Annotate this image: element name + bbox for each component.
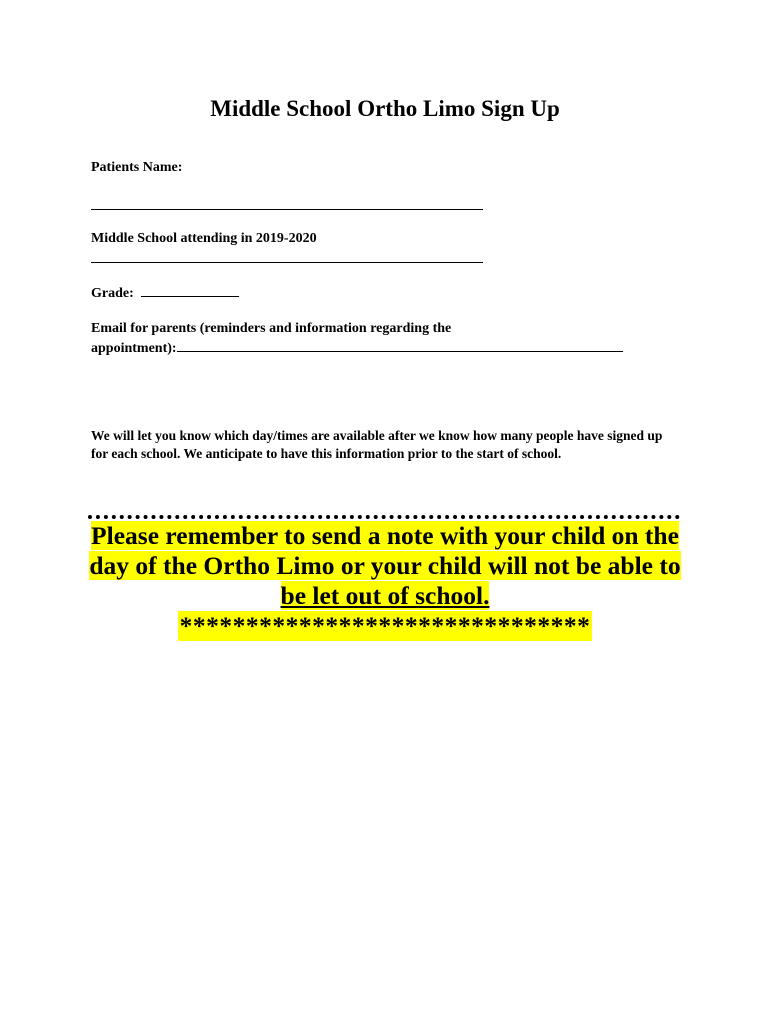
- reminder-notice: [70, 521, 700, 641]
- email-field[interactable]: [177, 339, 623, 352]
- dotted-divider: [88, 515, 680, 519]
- notice-stars: *******************************: [179, 611, 591, 640]
- page-title: Middle School Ortho Limo Sign Up: [210, 96, 560, 121]
- notice-line-3: be let out of school.: [280, 581, 490, 610]
- info-paragraph: We will let you know which day/times are available after we know how many people have signed up for each school. We anticipate to have this information prior to the start of school.: [91, 428, 663, 461]
- school-label: Middle School attending in 2019-2020: [91, 231, 317, 246]
- notice-line-1: Please remember to send a note with your child on the: [91, 521, 679, 550]
- patient-name-field[interactable]: [91, 209, 483, 210]
- grade-field[interactable]: [141, 284, 239, 297]
- grade-label: Grade:: [91, 286, 134, 301]
- email-row: [91, 339, 623, 358]
- grade-row: [91, 284, 239, 303]
- email-label-line1: Email for parents (reminders and information regarding the: [91, 321, 452, 336]
- patient-name-label: Patients Name:: [91, 160, 183, 175]
- email-label-line2: appointment):: [91, 341, 177, 356]
- school-field[interactable]: [91, 262, 483, 263]
- notice-line-2: day of the Ortho Limo or your child will not be able to: [89, 551, 681, 580]
